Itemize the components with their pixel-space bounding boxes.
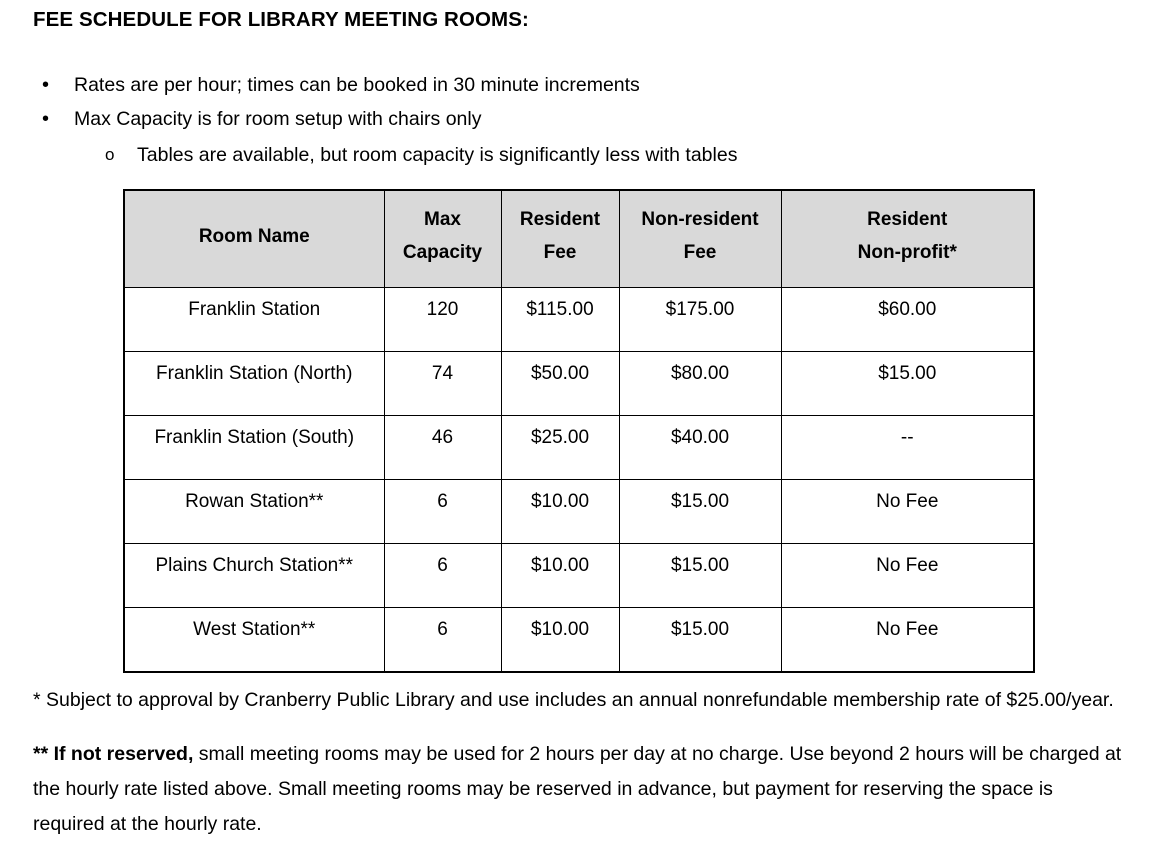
column-header-line1: Max [424, 209, 461, 230]
cell-resident-nonprofit: $15.00 [781, 352, 1034, 416]
list-item-label: Max Capacity is for room setup with chairs only [74, 108, 482, 130]
bullet-circle-icon: o [105, 145, 115, 164]
cell-nonresident-fee: $15.00 [619, 544, 781, 608]
list-item-label: Tables are available, but room capacity is significantly less with tables [137, 144, 738, 166]
column-header-nonresident-fee [619, 190, 781, 288]
cell-nonresident-fee: $80.00 [619, 352, 781, 416]
table-row [124, 416, 1034, 480]
fee-schedule-table [123, 189, 1035, 673]
cell-max-capacity: 46 [384, 416, 501, 480]
cell-nonresident-fee: $15.00 [619, 480, 781, 544]
column-header-max-capacity [384, 190, 501, 288]
table-row [124, 480, 1034, 544]
cell-resident-fee: $115.00 [501, 288, 619, 352]
bullet-disc-icon: • [42, 108, 50, 130]
cell-resident-nonprofit: No Fee [781, 480, 1034, 544]
column-header-resident-nonprofit [781, 190, 1034, 288]
cell-max-capacity: 6 [384, 480, 501, 544]
cell-nonresident-fee: $40.00 [619, 416, 781, 480]
footnote-single-asterisk [33, 683, 1125, 718]
cell-max-capacity: 74 [384, 352, 501, 416]
page-title: FEE SCHEDULE FOR LIBRARY MEETING ROOMS: [33, 8, 529, 31]
column-header-room-name [124, 190, 384, 288]
column-header-line1: Non-resident [641, 209, 759, 230]
column-header-line2: Fee [683, 242, 717, 263]
cell-resident-nonprofit: No Fee [781, 608, 1034, 673]
list-item [33, 102, 1123, 136]
list-item [33, 68, 1123, 102]
cell-room-name: Franklin Station (North) [124, 352, 384, 416]
fee-schedule-table-container [123, 189, 1033, 673]
cell-room-name: West Station** [124, 608, 384, 673]
column-header-line1: Room Name [198, 225, 310, 247]
footnote-text: small meeting rooms may be used for 2 hours per day at no charge. Use beyond 2 hours will be charged at the hourly rate listed above. Small meeting rooms may be reserved in advance, but payment for reserving the space is required at the hourly rate. [33, 743, 1122, 835]
column-header-line1: Resident [867, 209, 948, 230]
cell-room-name: Plains Church Station** [124, 544, 384, 608]
bullet-disc-icon: • [42, 74, 50, 96]
cell-resident-fee: $50.00 [501, 352, 619, 416]
list-item-label: Rates are per hour; times can be booked in 30 minute increments [74, 74, 640, 96]
footnote-text: * Subject to approval by Cranberry Public Library and use includes an annual nonrefundable membership rate of $25.00/year. [33, 688, 1114, 711]
cell-resident-fee: $10.00 [501, 544, 619, 608]
cell-room-name: Franklin Station [124, 288, 384, 352]
column-header-line2: Non-profit* [857, 242, 957, 263]
cell-max-capacity: 120 [384, 288, 501, 352]
cell-resident-fee: $10.00 [501, 608, 619, 673]
column-header-line1: Resident [519, 209, 601, 230]
cell-max-capacity: 6 [384, 608, 501, 673]
cell-room-name: Rowan Station** [124, 480, 384, 544]
table-row [124, 544, 1034, 608]
footnotes-section [33, 663, 1125, 862]
cell-resident-nonprofit: -- [781, 416, 1034, 480]
cell-room-name: Franklin Station (South) [124, 416, 384, 480]
cell-resident-fee: $25.00 [501, 416, 619, 480]
column-header-line2: Fee [543, 242, 577, 263]
cell-resident-nonprofit: No Fee [781, 544, 1034, 608]
column-header-line2: Capacity [402, 242, 483, 263]
cell-max-capacity: 6 [384, 544, 501, 608]
cell-nonresident-fee: $15.00 [619, 608, 781, 673]
column-header-resident-fee [501, 190, 619, 288]
table-header-row [124, 190, 1034, 288]
cell-resident-nonprofit: $60.00 [781, 288, 1034, 352]
list-item-nested [33, 138, 1123, 172]
table-row [124, 352, 1034, 416]
cell-resident-fee: $10.00 [501, 480, 619, 544]
footnote-double-asterisk [33, 737, 1125, 842]
table-row [124, 288, 1034, 352]
cell-nonresident-fee: $175.00 [619, 288, 781, 352]
intro-bullet-list [33, 68, 1123, 172]
footnote-bold-prefix: ** If not reserved, [33, 743, 194, 765]
